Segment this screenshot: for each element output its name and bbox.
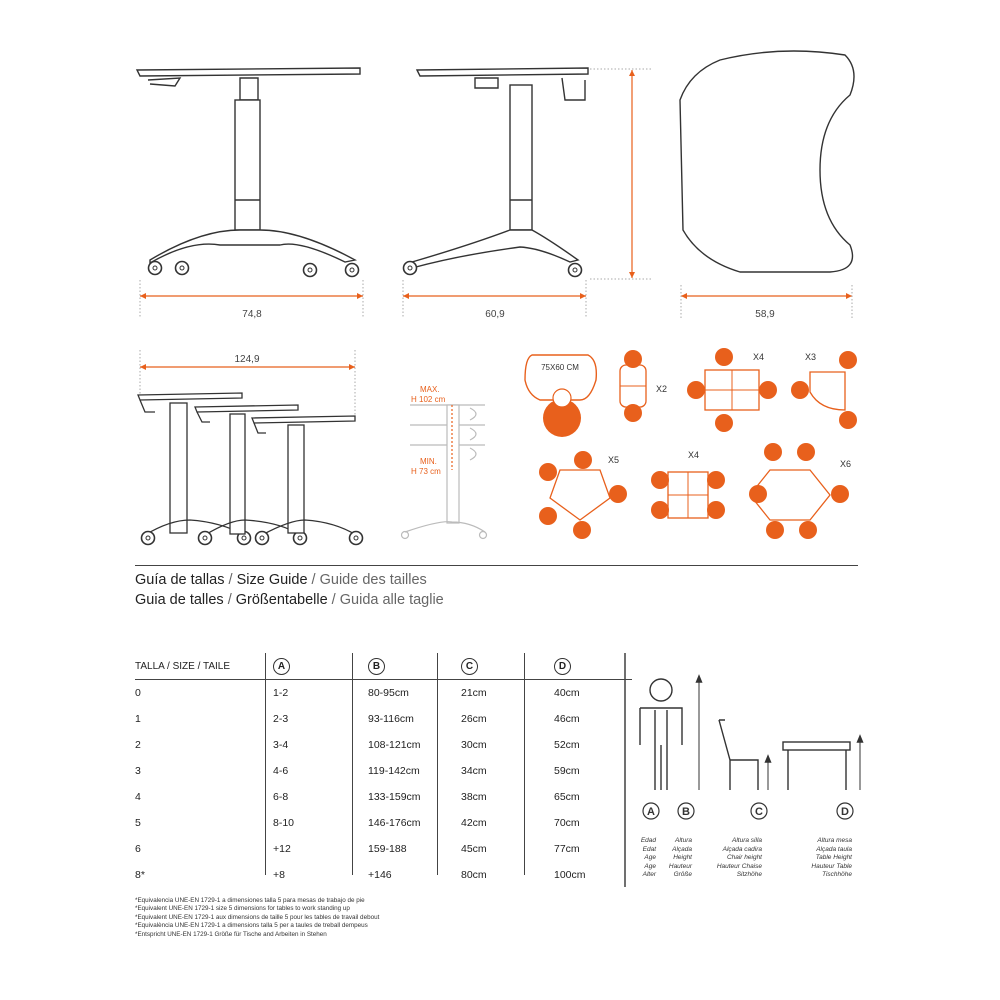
column-d-mark: D <box>554 658 571 675</box>
footnote: *Entspricht UNE-EN 1729-1 Größe für Tische and Arbeiten in Stehen <box>135 930 327 938</box>
front-width-dimension <box>140 280 363 320</box>
title-line-2: Guia de talles / Größentabelle / Guida alle taglie <box>135 592 444 608</box>
footnote: *Equivalent UNE-EN 1729-1 size 5 dimensions for tables to work standing up <box>135 905 350 913</box>
mark-b: B <box>682 806 690 818</box>
single-configuration <box>525 355 596 437</box>
mark-d: D <box>841 806 849 818</box>
max-label: MAX. <box>420 385 440 394</box>
mark-c: C <box>755 806 763 818</box>
table-row: 8* +8 +146 80cm 100cm <box>135 869 586 881</box>
footnotes <box>135 897 379 939</box>
legend-a: Edad Edat Age Age Alter <box>640 837 656 878</box>
min-value: H 73 cm <box>411 467 441 476</box>
size-guide-title <box>135 570 444 610</box>
table-row: 2 3-4 108-121cm 30cm 52cm <box>135 739 580 751</box>
front-width-label: 74,8 <box>242 309 262 320</box>
footnote: *Equivalència UNE-EN 1729-1 a dimensions talla 5 per a taules de treball dempeus <box>135 922 368 930</box>
stacked-width-label: 124,9 <box>234 354 260 365</box>
side-view-table <box>404 68 589 277</box>
config-x5-label: X5 <box>608 455 620 465</box>
table-row: 6 +12 159-188 45cm 77cm <box>135 843 580 855</box>
title-line-1: Guía de tallas / Size Guide / Guide des tailles <box>135 572 427 588</box>
section-divider <box>135 565 858 566</box>
config-x5 <box>539 451 627 539</box>
size-table <box>135 653 632 888</box>
column-c-mark: C <box>461 658 478 675</box>
table-row: 4 6-8 133-159cm 38cm 65cm <box>135 791 580 803</box>
height-dimension <box>590 69 652 279</box>
config-x4-bottom <box>651 450 725 519</box>
footnote: *Equivalent UNE-EN 1729-1 aux dimensions de taille 5 pour les tables de travail debout <box>135 913 380 921</box>
height-range-labels <box>411 385 446 476</box>
max-value: H 102 cm <box>411 395 446 404</box>
size-header: TALLA / SIZE / TAILE <box>135 653 265 680</box>
config-x4-top <box>687 348 777 432</box>
legend-c: Altura silla Alçada cadira Chair height Hauteur Chaise Sitzhöhe <box>716 837 762 878</box>
side-width-label: 60,9 <box>485 309 505 320</box>
top-view-table <box>680 51 854 272</box>
top-width-label: 58,9 <box>755 309 775 320</box>
stacked-tables <box>138 393 363 545</box>
table-row: 3 4-6 119-142cm 34cm 59cm <box>135 765 580 777</box>
legend-b: Altura Alçada Height Hauteur Größe <box>668 837 692 878</box>
config-x6-label: X6 <box>840 459 852 469</box>
single-size-label: 75X60 CM <box>541 363 579 372</box>
config-x3 <box>791 351 857 429</box>
mark-a: A <box>647 806 655 818</box>
column-divider <box>265 653 266 875</box>
column-divider <box>437 653 438 875</box>
measure-marks <box>643 803 853 819</box>
config-x2 <box>620 350 667 422</box>
column-a-mark: A <box>273 658 290 675</box>
table-header-row <box>135 653 632 680</box>
config-x2-label: X2 <box>656 384 668 394</box>
top-width-dimension <box>681 285 852 320</box>
side-width-dimension <box>403 280 586 320</box>
config-x6 <box>749 443 851 539</box>
column-divider <box>352 653 353 875</box>
config-x3-label: X3 <box>805 352 817 362</box>
table-row: 1 2-3 93-116cm 26cm 46cm <box>135 713 580 725</box>
column-b-mark: B <box>368 658 385 675</box>
table-row: 5 8-10 146-176cm 42cm 70cm <box>135 817 580 829</box>
front-view-table <box>137 68 360 277</box>
legend-d: Altura mesa Alçada taula Table Height Hauteur Table Tischhöhe <box>811 837 852 878</box>
table-row: 0 1-2 80-95cm 21cm 40cm <box>135 687 580 699</box>
config-x4-top-label: X4 <box>753 352 765 362</box>
min-label: MIN. <box>420 457 437 466</box>
column-divider <box>524 653 525 875</box>
config-x4-bottom-label: X4 <box>688 450 700 460</box>
footnote: *Equivalencia UNE-EN 1729-1 a dimensiones talla 5 para mesas de trabajo de pie <box>135 897 365 904</box>
